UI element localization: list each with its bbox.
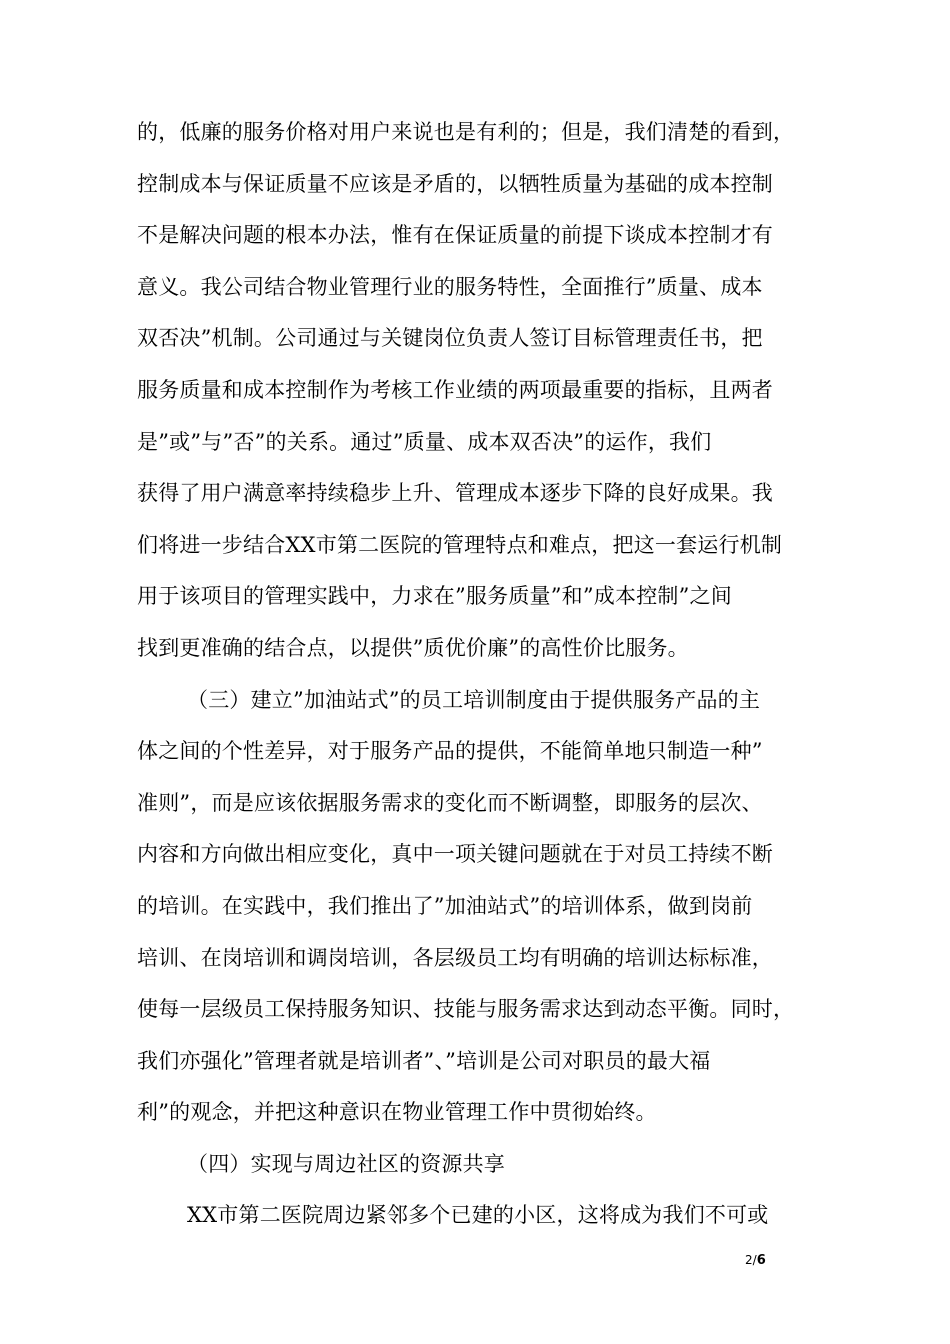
text-line: 获得了用户满意率持续稳步上升、管理成本逐步下降的良好成果。我	[137, 481, 773, 506]
text-line: 是”或”与”否”的关系。通过”质量、成本双否决”的运作，我们	[137, 429, 712, 454]
page-number	[745, 1253, 766, 1268]
text-line: 内容和方向做出相应变化，真中一项关键问题就在于对员工持续不断	[137, 842, 773, 867]
text-line: 不是解决问题的根本办法，惟有在保证质量的前提下谈成本控制才有	[137, 223, 773, 248]
text-line: 双否决”机制。公司通过与关键岗位负责人签订目标管理责任书，把	[137, 326, 763, 351]
text-line: 使每一层级员工保持服务知识、技能与服务需求达到动态平衡。同时，	[137, 997, 795, 1022]
text-line: 服务质量和成本控制作为考核工作业绩的两项最重要的指标，且两者	[137, 377, 773, 402]
text-line: 准则”，而是应该依据服务需求的变化而不断调整，即服务的层次、	[137, 790, 763, 815]
section-heading-three: （三）建立”加油站式”的员工培训制度由于提供服务产品的主	[187, 687, 761, 712]
text-line: XX市第二医院周边紧邻多个已建的小区，这将成为我们不可或	[187, 1203, 769, 1228]
text-line: 的，低廉的服务价格对用户来说也是有利的；但是，我们清楚的看到，	[137, 120, 795, 144]
text-line: 们将进一步结合XX市第二医院的管理特点和难点，把这一套运行机制	[137, 532, 783, 557]
text-line: 培训、在岗培训和调岗培训，各层级员工均有明确的培训达标标准，	[137, 945, 773, 970]
text-line: 控制成本与保证质量不应该是矛盾的，以牺牲质量为基础的成本控制	[137, 171, 773, 196]
section-heading-four: （四）实现与周边社区的资源共享	[187, 1151, 505, 1176]
text-line: 用于该项目的管理实践中，力求在”服务质量”和”成本控制”之间	[137, 584, 732, 609]
text-line: 找到更准确的结合点，以提供”质优价廉”的高性价比服务。	[137, 635, 689, 660]
text-line: 利”的观念，并把这种意识在物业管理工作中贯彻始终。	[137, 1100, 657, 1125]
text-line: 意义。我公司结合物业管理行业的服务特性，全面推行”质量、成本	[137, 274, 763, 299]
page-number-total: 6	[756, 1253, 766, 1268]
document-body	[137, 112, 827, 1247]
text-line: 体之间的个性差异，对于服务产品的提供，不能简单地只制造一种”	[137, 739, 763, 764]
text-line: 的培训。在实践中，我们推出了”加油站式”的培训体系，做到岗前	[137, 893, 753, 918]
page-number-current: 2/	[745, 1253, 757, 1267]
text-line: 我们亦强化”管理者就是培训者”、”培训是公司对职员的最大福	[137, 1048, 711, 1073]
